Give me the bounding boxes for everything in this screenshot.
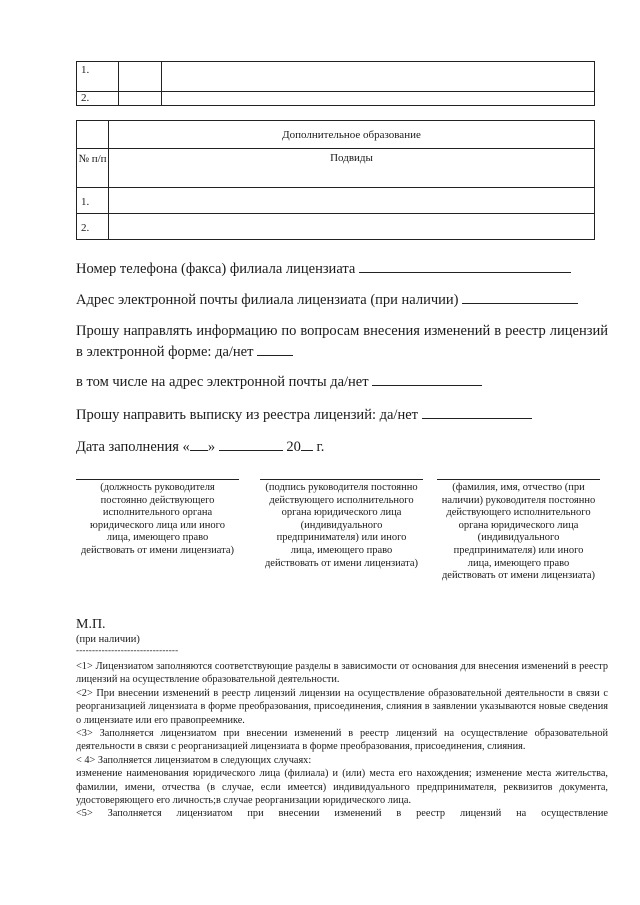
row-number: 1. bbox=[77, 62, 119, 92]
signature-line bbox=[260, 479, 423, 480]
footnote-separator: -------------------------------- bbox=[76, 645, 179, 655]
date-year-blank[interactable] bbox=[301, 436, 313, 451]
phone-blank[interactable] bbox=[359, 258, 571, 273]
table-cell bbox=[119, 92, 162, 106]
table-cell bbox=[109, 214, 595, 240]
table-cell bbox=[162, 92, 595, 106]
phone-field bbox=[76, 258, 608, 279]
email-field bbox=[76, 289, 608, 310]
table-cell bbox=[77, 121, 109, 149]
email-label: Адрес электронной почты филиала лицензиата (при наличии) bbox=[76, 292, 459, 308]
date-mid: » bbox=[207, 439, 216, 455]
stamp-label: М.П. bbox=[76, 617, 106, 632]
table-cell bbox=[162, 62, 595, 92]
info-request-label: Прошу направлять информацию по вопросам внесения изменений в реестр лицензий в электронной форме: да/нет bbox=[76, 323, 608, 360]
footnote-5: <5> Заполняется лицензиатом при внесении изменений в реестр лицензий на осуществление bbox=[76, 808, 608, 820]
table-header-row bbox=[77, 121, 595, 149]
date-year: 20 bbox=[286, 439, 301, 455]
footnote-4-intro: < 4> Заполняется лицензиатом в следующих случаях: bbox=[76, 754, 312, 766]
table-cell bbox=[119, 62, 162, 92]
table-continuation bbox=[76, 61, 595, 106]
date-field bbox=[76, 436, 608, 457]
extract-request-field bbox=[76, 404, 608, 425]
table-header-row bbox=[77, 149, 595, 188]
col-header-number: № п/п bbox=[77, 149, 109, 188]
footnote-1: <1> Лицензиатом заполняются соответствующие разделы в зависимости от основания для внесения изменений в реестр лицензий на осуществление образовательной деятельности. bbox=[76, 661, 608, 686]
including-email-blank[interactable] bbox=[372, 371, 482, 386]
table-row bbox=[77, 62, 595, 92]
email-blank[interactable] bbox=[462, 289, 578, 304]
table-row bbox=[77, 214, 595, 240]
position-line bbox=[76, 479, 239, 480]
row-number: 2. bbox=[77, 92, 119, 106]
date-month-blank[interactable] bbox=[219, 436, 283, 451]
footnotes bbox=[76, 660, 608, 821]
date-prefix: Дата заполнения « bbox=[76, 439, 190, 455]
table-additional-education bbox=[76, 120, 595, 240]
row-number: 1. bbox=[77, 188, 109, 214]
row-number: 2. bbox=[77, 214, 109, 240]
table-row bbox=[77, 92, 595, 106]
stamp-note: (при наличии) bbox=[76, 634, 140, 645]
footnote-2: <2> При внесении изменений в реестр лицензий лицензии на осуществление образовательной деятельности в связи с реорганизацией лицензиата в форме преобразования, присоединения, слияния в заявлении указываются новые сведения о лицензиате или его правопреемнике. bbox=[76, 687, 608, 726]
info-request-field bbox=[76, 321, 608, 362]
extract-request-blank[interactable] bbox=[422, 404, 532, 419]
extract-request-label: Прошу направить выписку из реестра лицензий: да/нет bbox=[76, 407, 418, 423]
signature-caption: (подпись руководителя постоянно действующего исполнительного органа юридического лица (индивидуального предпринимателя) или иного лица, имеющего право действовать от имени лицензиата) bbox=[264, 482, 419, 569]
table-row bbox=[77, 188, 595, 214]
footnote-4-body: изменение наименования юридического лица (филиала) и (или) места его нахождения; изменение места жительства, фамилии, имени, отчества (в случае, если имеется) индивидуального предпринимателя, реквизитов документа, удостоверяющего его личность;в случае реорганизации юридического лица. bbox=[76, 768, 608, 807]
position-caption: (должность руководителя постоянно действующего исполнительного органа юридического лица или иного лица, имеющего право действовать от имени лицензиата) bbox=[80, 482, 235, 556]
table-title: Дополнительное образование bbox=[109, 121, 595, 149]
table-cell bbox=[109, 188, 595, 214]
footnote-3: <3> Заполняется лицензиатом при внесении изменений в реестр лицензий на осуществление образовательной деятельности в связи с реорганизацией лицензиата в форме преобразования, присоединения, слияния. bbox=[76, 728, 608, 753]
name-caption: (фамилия, имя, отчество (при наличии) руководителя постоянно действующего исполнительного органа юридического лица (индивидуального предпринимателя) или иного лица, имеющего право действовать от имени лицензиата) bbox=[441, 482, 596, 582]
including-email-label: в том числе на адрес электронной почты да/нет bbox=[76, 374, 369, 390]
name-line bbox=[437, 479, 600, 480]
col-header-subtypes: Подвиды bbox=[109, 149, 595, 188]
including-email-field bbox=[76, 371, 608, 392]
phone-label: Номер телефона (факса) филиала лицензиата bbox=[76, 261, 356, 277]
date-day-blank[interactable] bbox=[190, 436, 208, 451]
info-request-blank[interactable] bbox=[257, 341, 293, 356]
date-suffix: г. bbox=[316, 439, 325, 455]
